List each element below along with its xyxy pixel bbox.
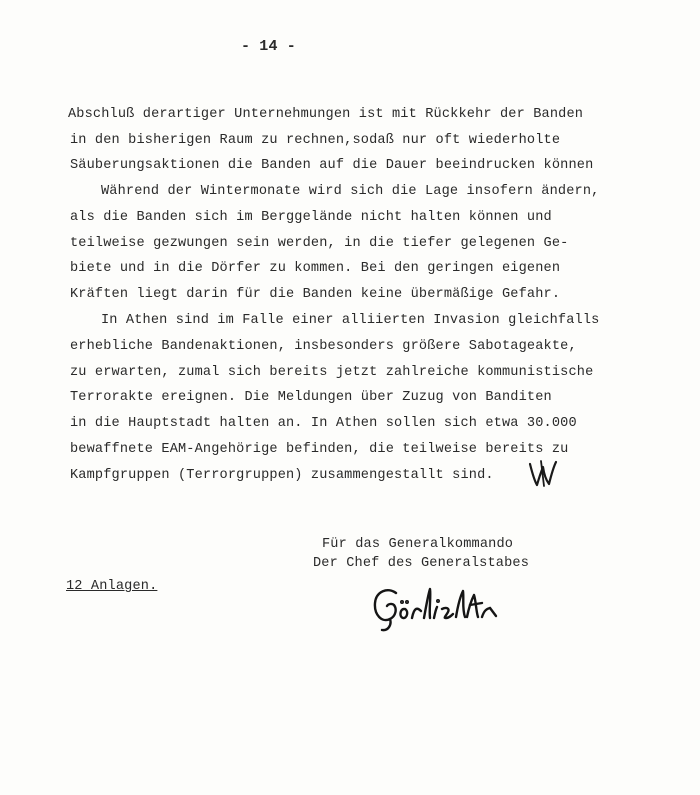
body-line: erhebliche Bandenaktionen, insbesonders größere Sabotageakte, [70,339,577,354]
body-line: zu erwarten, zumal sich bereits jetzt zahlreiche kommunistische [70,365,594,380]
page-number: - 14 - [241,38,296,55]
body-line: biete und in die Dörfer zu kommen. Bei den geringen eigenen [70,261,561,276]
handwritten-initial [526,458,560,490]
body-line: Während der Wintermonate wird sich die Lage insofern ändern, [101,184,600,199]
body-line: In Athen sind im Falle einer alliierten Invasion gleichfalls [101,313,600,328]
body-line: teilweise gezwungen sein werden, in die tiefer gelegenen Ge- [70,236,569,251]
body-line: in die Hauptstadt halten an. In Athen sollen sich etwa 30.000 [70,416,577,431]
body-line: Säuberungsaktionen die Banden auf die Dauer beeindrucken können [70,158,594,173]
body-line: Kampfgruppen (Terrorgruppen) zusammengestallt sind. [70,468,494,483]
body-line: Kräften liegt darin für die Banden keine übermäßige Gefahr. [70,287,561,302]
body-line: Abschluß derartiger Unternehmungen ist mit Rückkehr der Banden [68,107,584,122]
body-line: in den bisherigen Raum zu rechnen,sodaß nur oft wiederholte [70,133,561,148]
body-line: als die Banden sich im Berggelände nicht halten können und [70,210,552,225]
signature-line-2: Der Chef des Generalstabes [313,556,529,571]
signature-line-1: Für das Generalkommando [322,537,514,552]
body-line: bewaffnete EAM-Angehörige befinden, die teilweise bereits zu [70,442,569,457]
enclosures-note: 12 Anlagen. [66,579,158,594]
body-line: Terrorakte ereignen. Die Meldungen über Zuzug von Banditen [70,390,552,405]
handwritten-signature [370,583,550,635]
